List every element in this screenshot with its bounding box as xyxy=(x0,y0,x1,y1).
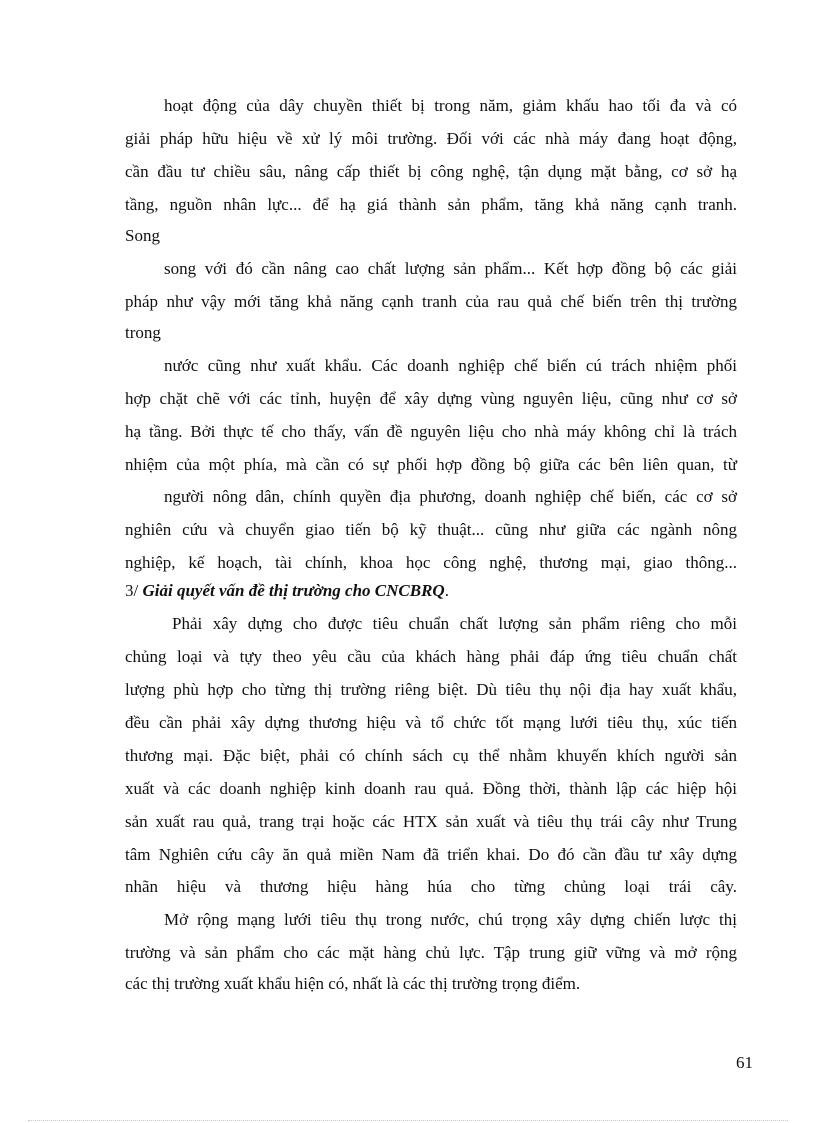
text-line: song với đó cần nâng cao chất lượng sản phẩm... Kết hợp đồng bộ các giải xyxy=(164,259,737,278)
text-line: nước cũng như xuất khẩu. Các doanh nghiệp chế biến cú trách nhiệm phối xyxy=(164,356,737,375)
text-line: tâm Nghiên cứu cây ăn quả miền Nam đã triển khai. Do đó cần đầu tư xây dựng xyxy=(125,845,737,864)
text-line: trường và sản phẩm cho các mặt hàng chủ lực. Tập trung giữ vững và mở rộng xyxy=(125,943,737,962)
footer-divider xyxy=(28,1120,788,1121)
text-line: cần đầu tư chiều sâu, nâng cấp thiết bị công nghệ, tận dụng mặt bằng, cơ sở hạ xyxy=(125,162,737,181)
text-line: hoạt động của dây chuyền thiết bị trong năm, giảm khấu hao tối đa và có xyxy=(164,96,737,115)
text-line: giải pháp hữu hiệu về xử lý môi trường. Đối với các nhà máy đang hoạt động, xyxy=(125,129,737,148)
text-line: pháp như vậy mới tăng khả năng cạnh tranh của rau quả chế biến trên thị trường xyxy=(125,292,737,311)
text-line: các thị trường xuất khẩu hiện có, nhất là các thị trường trọng điểm. xyxy=(125,974,581,993)
text-line: tầng, nguồn nhân lực... để hạ giá thành sản phẩm, tăng khả năng cạnh tranh. xyxy=(125,195,737,214)
page-number: 61 xyxy=(736,1053,753,1072)
text-line: xuất và các doanh nghiệp kinh doanh rau quả. Đồng thời, thành lập các hiệp hội xyxy=(125,779,737,798)
text-line: sản xuất rau quả, trang trại hoặc các HTX sản xuất và tiêu thụ trái cây như Trung xyxy=(125,812,737,831)
text-line: đều cần phải xây dựng thương hiệu và tổ chức tốt mạng lưới tiêu thụ, xúc tiến xyxy=(125,713,737,732)
text-line: lượng phù hợp cho từng thị trường riêng biệt. Dù tiêu thụ nội địa hay xuất khẩu, xyxy=(125,680,737,699)
text-line: nghiên cứu và chuyển giao tiến bộ kỹ thuật... cũng như giữa các ngành nông xyxy=(125,520,737,539)
text-line: trong xyxy=(125,323,161,342)
text-line: Song xyxy=(125,226,160,245)
text-line: hạ tầng. Bởi thực tế cho thấy, vấn đề nguyên liệu cho nhà máy không chỉ là trách xyxy=(125,422,737,441)
section-heading xyxy=(125,580,449,602)
text-line: hợp chặt chẽ với các tỉnh, huyện để xây dựng vùng nguyên liệu, cũng như cơ sở xyxy=(125,389,737,408)
text-line: nhiệm của một phía, mà cần có sự phối hợp đồng bộ giữa các bên liên quan, từ xyxy=(125,455,737,474)
heading-text: Giải quyết vấn đề thị trường cho CNCBRQ xyxy=(142,581,445,600)
text-line: nghiệp, kế hoạch, tài chính, khoa học công nghệ, thương mại, giao thông... xyxy=(125,553,737,572)
heading-number: 3/ xyxy=(125,581,139,600)
text-line: Mở rộng mạng lưới tiêu thụ trong nước, chú trọng xây dựng chiến lược thị xyxy=(164,910,737,929)
text-line: chủng loại và tựy theo yêu cầu của khách hàng phải đáp ứng tiêu chuẩn chất xyxy=(125,647,737,666)
text-line: thương mại. Đặc biệt, phải có chính sách cụ thể nhằm khuyến khích người sản xyxy=(125,746,737,765)
text-line: Phải xây dựng cho được tiêu chuẩn chất lượng sản phẩm riêng cho mỗi xyxy=(172,614,737,633)
text-line: nhãn hiệu và thương hiệu hàng húa cho từng chủng loại trái cây. xyxy=(125,877,737,896)
text-line: người nông dân, chính quyền địa phương, doanh nghiệp chế biến, các cơ sở xyxy=(164,487,737,506)
heading-period: . xyxy=(444,581,449,600)
